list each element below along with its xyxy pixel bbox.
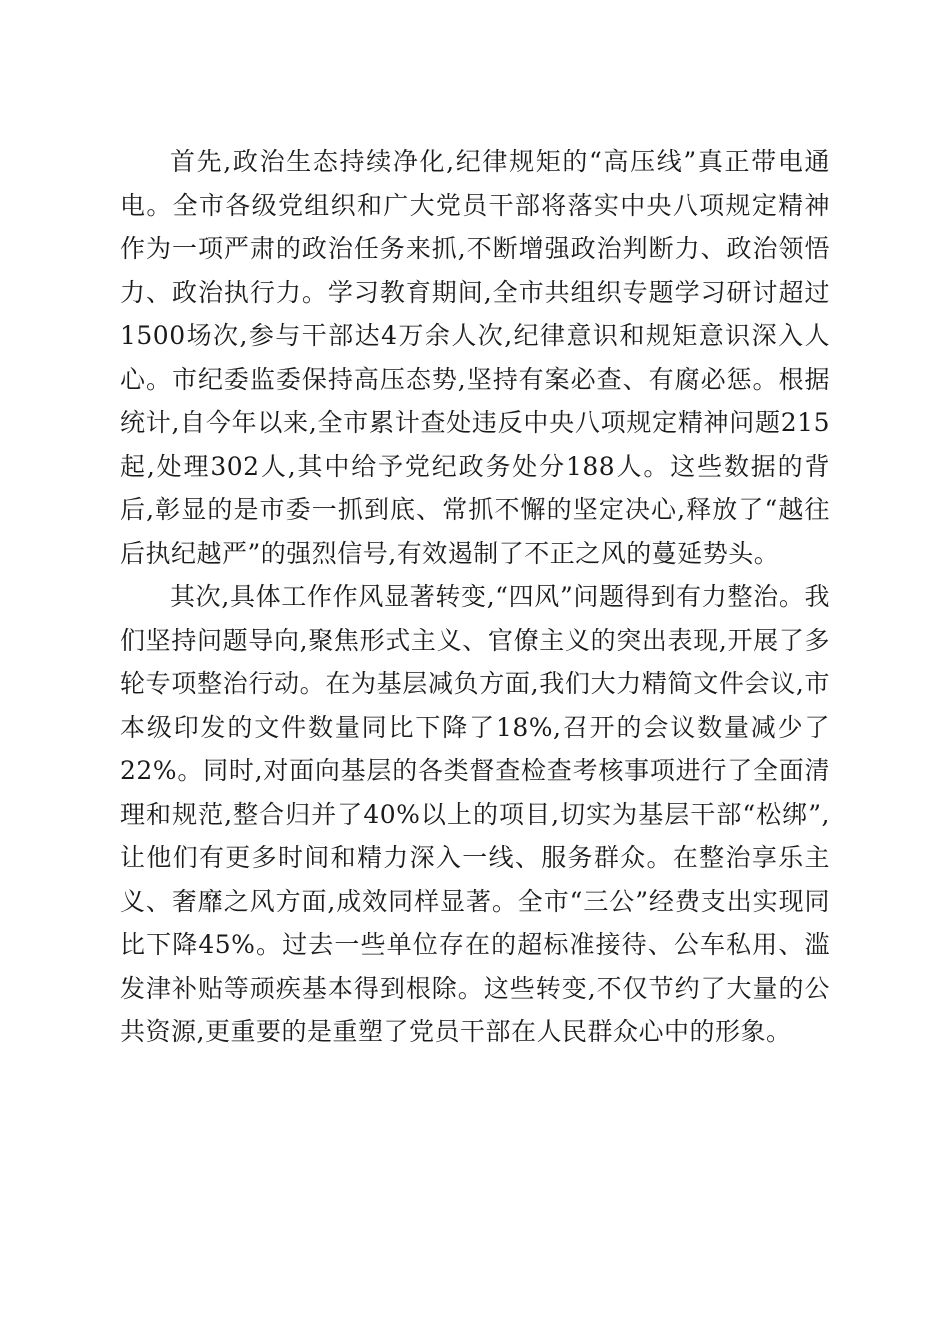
paragraph-political-ecology: 首先,政治生态持续净化,纪律规矩的“高压线”真正带电通电。全市各级党组织和广大党员干部将落实中央八项规定精神作为一项严肃的政治任务来抓,不断增强政治判断力、政治领悟力、政治执行力。学习教育期间,全市共组织专题学习研讨超过1500场次,参与干部达4万余人次,纪律意识和规矩意识深入人心。市纪委监委保持高压态势,坚持有案必查、有腐必惩。根据统计,自今年以来,全市累计查处违反中央八项规定精神问题215起,处理302人,其中给予党纪政务处分188人。这些数据的背后,彰显的是市委一抓到底、常抓不懈的坚定决心,释放了“越往后执纪越严”的强烈信号,有效遏制了不正之风的蔓延势头。 (120, 147, 830, 568)
paragraph-work-style: 其次,具体工作作风显著转变,“四风”问题得到有力整治。我们坚持问题导向,聚焦形式主义、官僚主义的突出表现,开展了多轮专项整治行动。在为基层减负方面,我们大力精简文件会议,市本级印发的文件数量同比下降了18%,召开的会议数量减少了22%。同时,对面向基层的各类督查检查考核事项进行了全面清理和规范,整合归并了40%以上的项目,切实为基层干部“松绑”,让他们有更多时间和精力深入一线、服务群众。在整治享乐主义、奢靡之风方面,成效同样显著。全市“三公”经费支出实现同比下降45%。过去一些单位存在的超标准接待、公车私用、滥发津补贴等顽疾基本得到根除。这些转变,不仅节约了大量的公共资源,更重要的是重塑了党员干部在人民群众心中的形象。 (120, 582, 830, 1046)
document-body (120, 140, 830, 1054)
